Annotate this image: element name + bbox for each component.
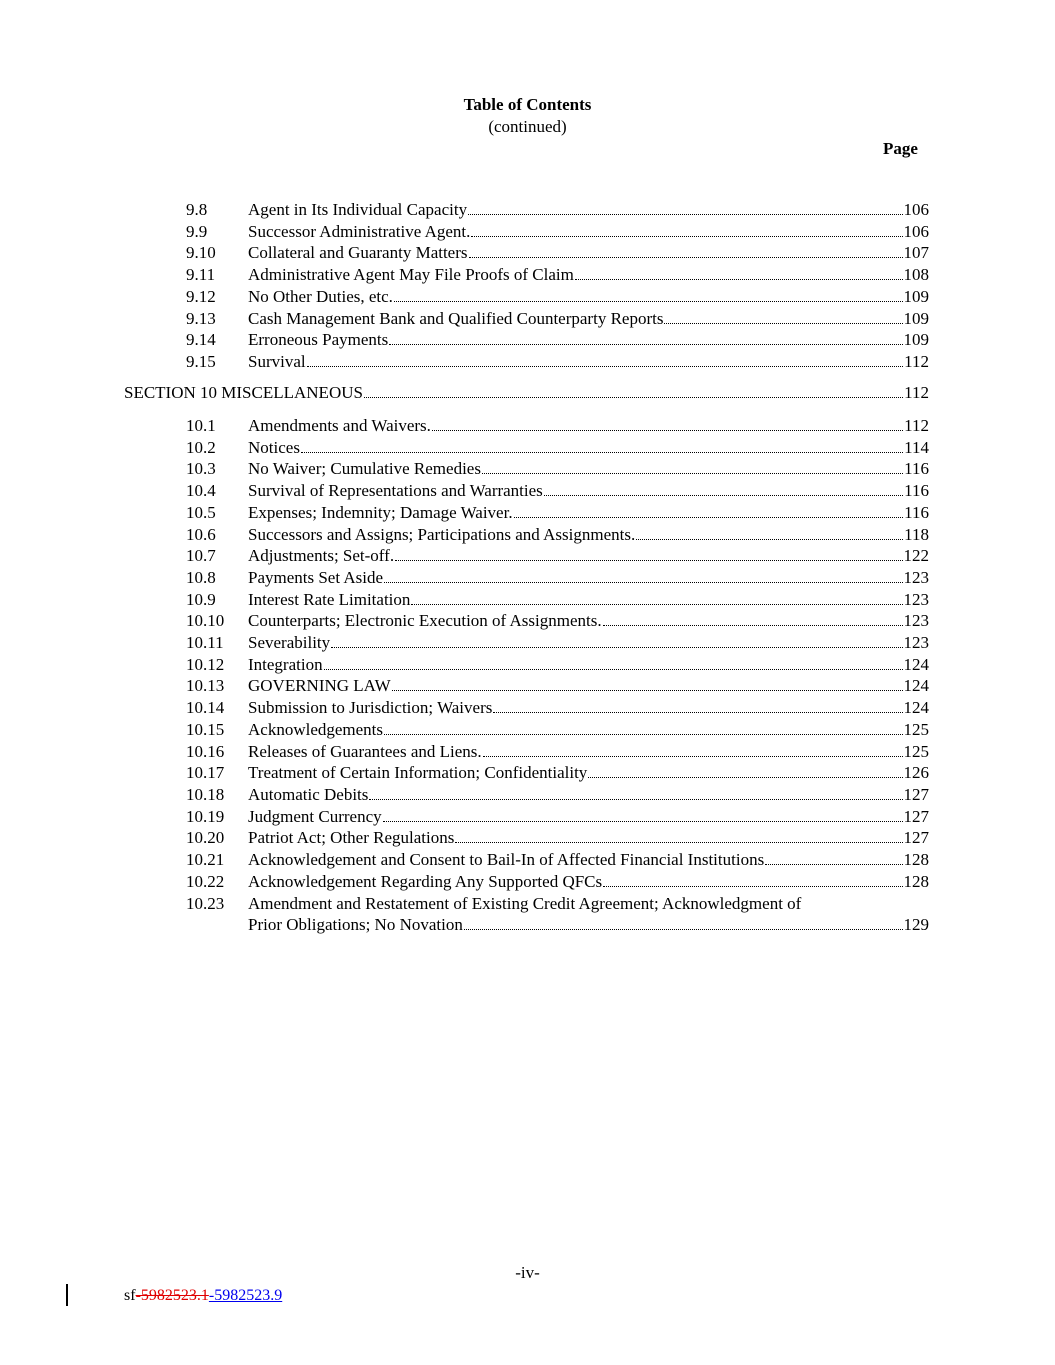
entry-number: 10.7 xyxy=(186,546,216,566)
dot-leader xyxy=(394,287,903,302)
toc-entry[interactable] xyxy=(0,221,1055,243)
dot-leader xyxy=(493,698,902,713)
entry-page: 109 xyxy=(903,308,929,328)
entry-number: 10.20 xyxy=(186,828,225,848)
entry-page: 124 xyxy=(903,654,929,674)
toc-entry[interactable] xyxy=(0,654,1055,676)
toc-entry[interactable] xyxy=(0,329,1055,351)
entry-label: GOVERNING LAW xyxy=(248,676,391,696)
toc-entry[interactable] xyxy=(0,741,1055,763)
dot-leader xyxy=(483,742,903,757)
toc-entry[interactable] xyxy=(0,827,1055,849)
dot-leader xyxy=(664,309,902,324)
entry-label: Interest Rate Limitation xyxy=(248,589,411,609)
entry-page: 124 xyxy=(903,698,929,718)
entry-page: 116 xyxy=(904,481,929,501)
entry-page: 125 xyxy=(903,719,929,739)
toc-title: Table of Contents xyxy=(463,95,592,114)
dot-leader xyxy=(468,200,902,215)
dot-leader xyxy=(411,590,902,605)
entry-number: 9.12 xyxy=(186,286,216,306)
entry-label: Erroneous Payments xyxy=(248,330,389,350)
dot-leader xyxy=(469,243,903,258)
dot-leader xyxy=(455,828,902,843)
entry-label-line2: Prior Obligations; No Novation xyxy=(248,915,463,934)
entry-label: Cash Management Bank and Qualified Counterparty Reports xyxy=(248,308,664,328)
dot-leader xyxy=(636,525,903,540)
dot-leader xyxy=(482,459,903,474)
docid-deleted: -5982523.1 xyxy=(135,1287,209,1304)
entry-number: 10.19 xyxy=(186,806,225,826)
entry-page: 127 xyxy=(903,806,929,826)
dot-leader xyxy=(471,222,902,237)
entry-number: 9.9 xyxy=(186,221,208,241)
toc-entry[interactable] xyxy=(0,762,1055,784)
entry-label-line1: Amendment and Restatement of Existing Credit Agreement; Acknowledgment of xyxy=(248,894,802,913)
entry-page: 109 xyxy=(903,286,929,306)
entry-page: 125 xyxy=(903,741,929,761)
dot-leader xyxy=(307,352,904,367)
entry-page: 123 xyxy=(903,589,929,609)
dot-leader xyxy=(389,330,902,345)
entry-label: Payments Set Aside xyxy=(248,567,384,587)
page-column-header: Page xyxy=(883,139,918,158)
dot-leader xyxy=(603,872,902,887)
dot-leader xyxy=(575,265,903,280)
page-number: -iv- xyxy=(515,1263,540,1282)
entry-number: 9.8 xyxy=(186,200,208,219)
entry-page: 112 xyxy=(904,351,929,371)
entry-number: 10.23 xyxy=(186,894,225,913)
toc-entry[interactable] xyxy=(0,567,1055,589)
entry-page: 126 xyxy=(903,763,929,783)
toc-entry[interactable] xyxy=(0,871,1055,893)
entry-page: 128 xyxy=(903,871,929,891)
entry-page: 123 xyxy=(903,633,929,652)
dot-leader xyxy=(765,850,902,865)
dot-leader xyxy=(364,383,903,398)
toc-entry[interactable] xyxy=(0,524,1055,546)
entry-label: Survival of Representations and Warranties xyxy=(248,481,543,501)
docid-inserted: -5982523.9 xyxy=(208,1287,283,1304)
entry-label: No Other Duties, etc. xyxy=(248,286,393,306)
entry-label: No Waiver; Cumulative Remedies xyxy=(248,459,481,479)
dot-leader xyxy=(369,785,902,800)
toc-entry[interactable] xyxy=(0,849,1055,871)
dot-leader xyxy=(544,481,903,496)
toc-entry[interactable] xyxy=(0,545,1055,567)
toc-entry[interactable] xyxy=(0,589,1055,611)
toc-entry[interactable] xyxy=(0,458,1055,480)
entry-label: Severability xyxy=(248,633,331,652)
entry-label: Acknowledgement Regarding Any Supported QFCs xyxy=(248,871,603,891)
entry-number: 10.11 xyxy=(186,633,224,652)
entry-number: 9.14 xyxy=(186,330,216,350)
entry-page: 127 xyxy=(903,784,929,804)
section-page: 112 xyxy=(904,383,929,402)
entry-page: 106 xyxy=(903,221,929,241)
entry-page: 108 xyxy=(903,265,929,285)
entry-page: 109 xyxy=(903,330,929,350)
toc-entry[interactable] xyxy=(0,502,1055,524)
dot-leader xyxy=(383,807,903,822)
dot-leader xyxy=(603,611,903,626)
toc-entry[interactable] xyxy=(0,784,1055,806)
entry-label: Successor Administrative Agent. xyxy=(248,221,471,241)
entry-number: 10.17 xyxy=(186,763,225,783)
toc-entry[interactable] xyxy=(0,675,1055,697)
entry-page: 129 xyxy=(903,915,929,934)
entry-number: 10.12 xyxy=(186,654,225,674)
entry-label: Collateral and Guaranty Matters xyxy=(248,243,468,263)
document-id xyxy=(124,1286,282,1306)
entry-label: Treatment of Certain Information; Confidentiality xyxy=(248,763,588,783)
entry-label: Acknowledgement and Consent to Bail-In of Affected Financial Institutions xyxy=(248,850,765,869)
toc-entry[interactable] xyxy=(0,415,1055,437)
toc-entry[interactable] xyxy=(0,242,1055,264)
section-label: SECTION 10 MISCELLANEOUS xyxy=(124,383,363,402)
dot-leader xyxy=(301,438,903,453)
entry-label: Judgment Currency xyxy=(248,806,382,826)
entry-number: 10.14 xyxy=(186,698,225,718)
toc-entry[interactable] xyxy=(0,437,1055,459)
entry-page: 123 xyxy=(903,567,929,587)
entry-number: 9.11 xyxy=(186,265,216,285)
entry-label: Notices xyxy=(248,437,300,457)
entry-page: 127 xyxy=(903,828,929,848)
entry-page: 114 xyxy=(904,437,929,457)
entry-number: 10.1 xyxy=(186,416,216,435)
toc-entry[interactable] xyxy=(0,719,1055,741)
toc-entry[interactable] xyxy=(0,610,1055,632)
dot-leader xyxy=(384,720,902,735)
entry-label: Survival xyxy=(248,351,306,371)
entry-page: 124 xyxy=(903,676,929,696)
entry-number: 10.5 xyxy=(186,502,216,522)
entry-page: 106 xyxy=(903,200,929,219)
toc-entry[interactable] xyxy=(0,697,1055,719)
entry-label: Acknowledgements xyxy=(248,719,384,739)
entry-page: 122 xyxy=(903,546,929,566)
toc-entry-line-2 xyxy=(0,914,1055,936)
toc-entry[interactable] xyxy=(0,806,1055,828)
entry-number: 10.4 xyxy=(186,481,216,501)
entry-page: 116 xyxy=(904,502,929,522)
dot-leader xyxy=(588,763,902,778)
entry-label: Administrative Agent May File Proofs of Claim xyxy=(248,265,574,285)
entry-number: 10.10 xyxy=(186,611,225,631)
toc-section-heading[interactable] xyxy=(0,382,1055,404)
entry-label: Patriot Act; Other Regulations xyxy=(248,828,455,848)
toc-subtitle: (continued) xyxy=(488,117,567,136)
entry-label: Releases of Guarantees and Liens. xyxy=(248,741,482,761)
toc-entry[interactable] xyxy=(0,308,1055,330)
entry-label: Counterparts; Electronic Execution of Assignments. xyxy=(248,611,602,631)
toc-entry[interactable] xyxy=(0,632,1055,654)
dot-leader xyxy=(514,503,904,518)
entry-label: Successors and Assigns; Participations and Assignments. xyxy=(248,524,636,544)
entry-number: 9.10 xyxy=(186,243,216,263)
entry-number: 10.21 xyxy=(186,850,225,869)
toc-entry[interactable] xyxy=(0,199,1055,221)
entry-label: Adjustments; Set-off. xyxy=(248,546,395,566)
entry-page: 112 xyxy=(904,416,929,435)
toc-entry-line-1 xyxy=(0,893,1055,915)
entry-number: 10.22 xyxy=(186,871,225,891)
entry-label: Submission to Jurisdiction; Waivers xyxy=(248,698,493,718)
toc-entry[interactable] xyxy=(0,264,1055,286)
entry-number: 10.16 xyxy=(186,741,225,761)
entry-number: 10.13 xyxy=(186,676,225,696)
toc-entry[interactable] xyxy=(0,351,1055,373)
docid-prefix: sf xyxy=(124,1287,136,1304)
toc-entry[interactable] xyxy=(0,480,1055,502)
change-bar xyxy=(66,1284,68,1306)
entry-number: 10.18 xyxy=(186,784,225,804)
entry-page: 118 xyxy=(904,524,929,544)
dot-leader xyxy=(384,568,902,583)
dot-leader xyxy=(395,546,902,561)
dot-leader xyxy=(432,416,903,431)
entry-number: 10.6 xyxy=(186,524,216,544)
entry-page: 128 xyxy=(903,850,929,869)
dot-leader xyxy=(331,633,902,648)
entry-label: Integration xyxy=(248,654,323,674)
entry-label: Amendments and Waivers. xyxy=(248,416,431,435)
entry-number: 10.8 xyxy=(186,567,216,587)
entry-number: 9.13 xyxy=(186,308,216,328)
entry-page: 116 xyxy=(904,459,929,479)
entry-number: 10.9 xyxy=(186,589,216,609)
entry-number: 10.2 xyxy=(186,437,216,457)
dot-leader xyxy=(324,655,903,670)
entry-label: Expenses; Indemnity; Damage Waiver. xyxy=(248,502,513,522)
toc-entry[interactable] xyxy=(0,286,1055,308)
entry-page: 107 xyxy=(903,243,929,263)
entry-page: 123 xyxy=(903,611,929,631)
dot-leader xyxy=(464,915,903,930)
entry-number: 10.15 xyxy=(186,719,225,739)
entry-number: 10.3 xyxy=(186,459,216,479)
dot-leader xyxy=(392,676,903,691)
entry-label: Automatic Debits xyxy=(248,784,369,804)
entry-label: Agent in Its Individual Capacity xyxy=(248,200,468,219)
entry-number: 9.15 xyxy=(186,351,216,371)
